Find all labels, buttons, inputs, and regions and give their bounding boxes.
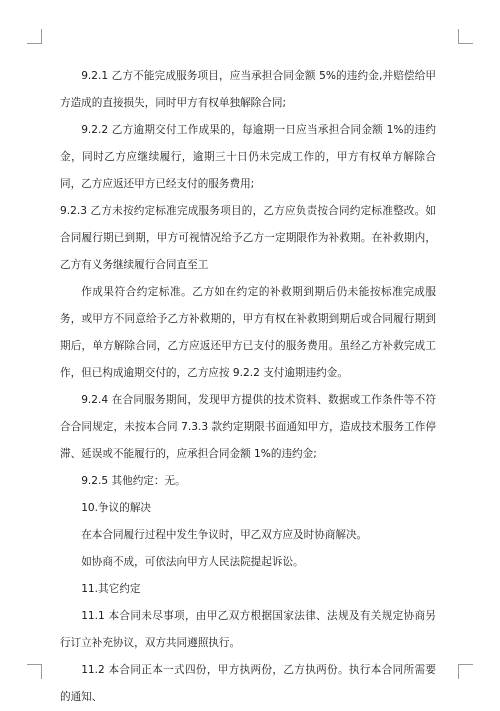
clause-11-2: 11.2 本合同正本一式四份，甲方执两份，乙方执两份。执行本合同所需要的通知、: [60, 664, 436, 703]
corner-mark-top-left: [27, 29, 42, 44]
clause-11-1: 11.1 本合同未尽事项，由甲乙双方根据国家法律、法规及有关规定协商另行订立补充协议，双方共同遵照执行。: [60, 610, 436, 649]
section-10-para-2: 如协商不成，可依法向甲方人民法院提起诉讼。: [81, 556, 304, 568]
corner-mark-bottom-right: [458, 664, 473, 679]
clause-9-2-5: 9.2.5 其他约定：无。: [81, 475, 186, 487]
clause-9-2-4: 9.2.4 在合同服务期间，发现甲方提供的技术资料、数据或工作条件等不符合合同规定，未按本合同 7.3.3 款约定期限书面通知甲方，造成技术服务工作停滞、延误或不能履行的，应承担合同金额 1%的违约金;: [60, 394, 436, 460]
section-10-para-1: 在本合同履行过程中发生争议时，甲乙双方应及时协商解决。: [81, 529, 368, 541]
corner-mark-bottom-left: [27, 664, 42, 679]
document-body: [60, 63, 436, 711]
clause-9-2-3: 9.2.3 乙方未按约定标准完成服务项目的，乙方应负责按合同约定标准整改。如合同履行期已到期，甲方可视情况给予乙方一定期限作为补救期。在补救期内，乙方有义务继续履行合同直至工: [60, 205, 436, 271]
clause-9-2-1: 9.2.1 乙方不能完成服务项目，应当承担合同金额 5%的违约金,并赔偿给甲方造成的直接损失，同时甲方有权单独解除合同;: [60, 70, 436, 109]
section-11-heading: 11.其它约定: [81, 583, 141, 595]
section-10-heading: 10.争议的解决: [81, 502, 152, 514]
corner-mark-top-right: [458, 29, 473, 44]
clause-9-2-2: 9.2.2 乙方逾期交付工作成果的，每逾期一日应当承担合同金额 1%的违约金，同时乙方应继续履行，逾期三十日仍未完成工作的，甲方有权单方解除合同，乙方应返还甲方已经支付的服务费用;: [60, 124, 436, 190]
clause-9-2-3-continued: 作成果符合约定标准。乙方如在约定的补救期到期后仍未能按标准完成服务，或甲方不同意给予乙方补救期的，甲方有权在补救期到期后或合同履行期到期后，单方解除合同，乙方应返还甲方已支付的服务费用。虽经乙方补救完成工作，但已构成逾期交付的，乙方应按 9.2.2 支付逾期违约金。: [60, 286, 436, 379]
